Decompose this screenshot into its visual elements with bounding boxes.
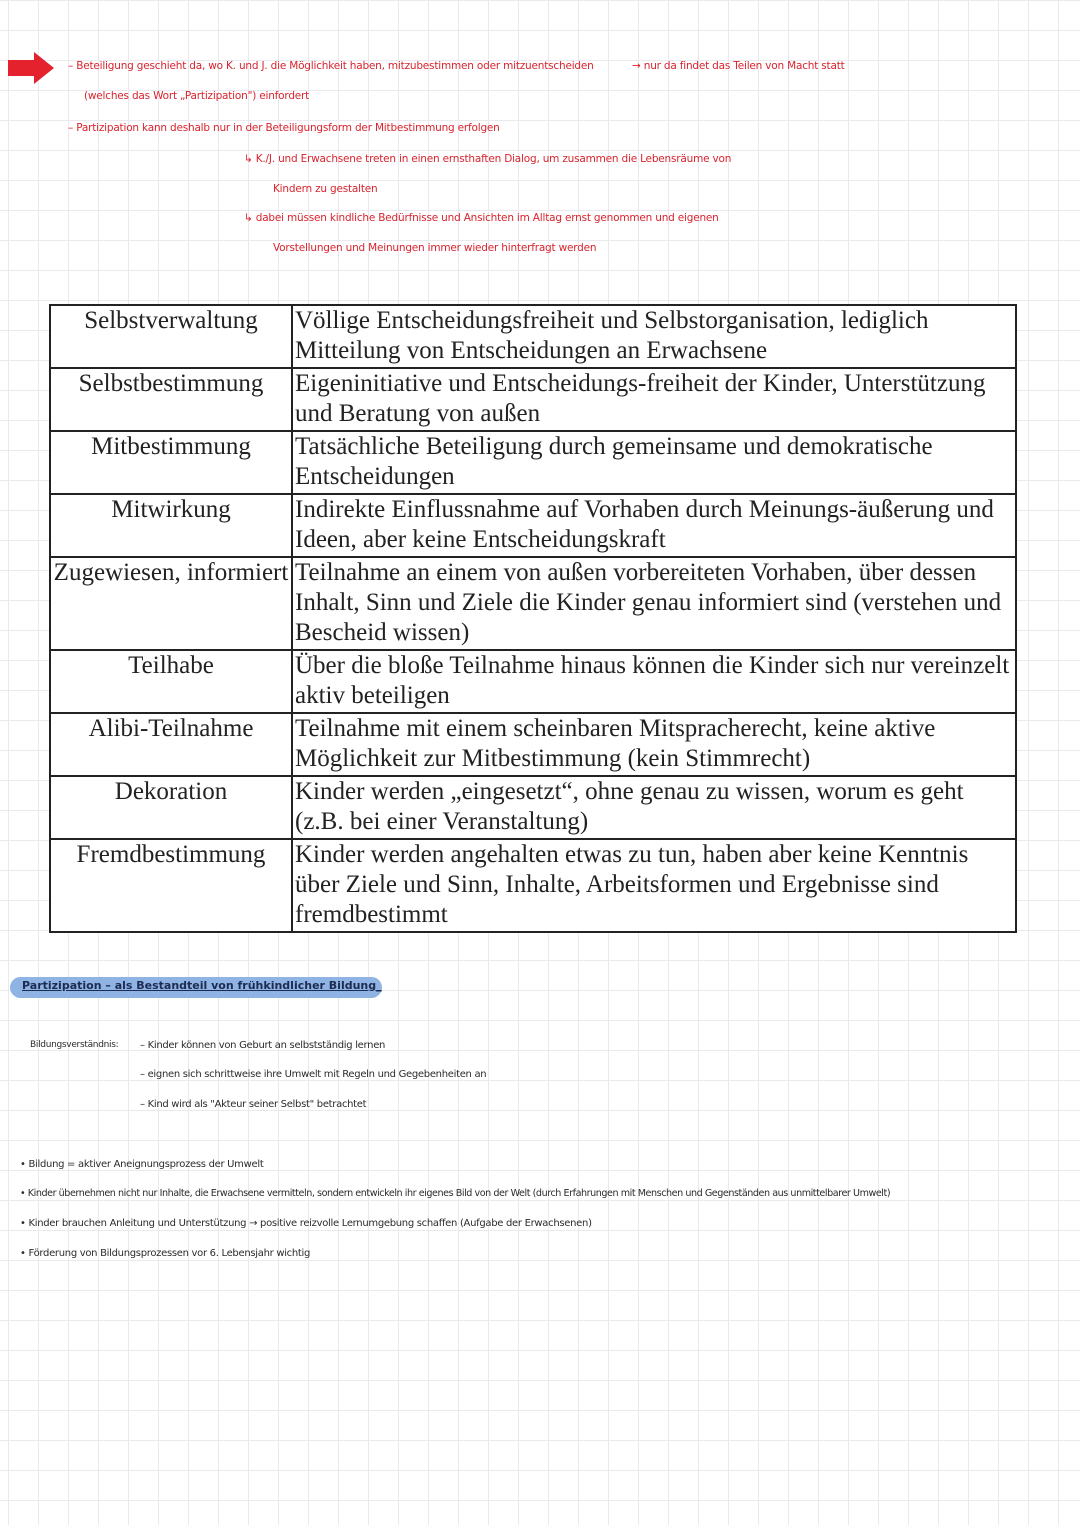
- level-term: Alibi-Teilnahme: [50, 713, 292, 776]
- table-row: [50, 431, 1016, 494]
- table-row: [50, 494, 1016, 557]
- participation-levels-table: [49, 304, 1017, 933]
- bildung-item-3: – Kind wird als "Akteur seiner Selbst" betrachtet: [140, 1099, 367, 1110]
- note-needs: ↳ dabei müssen kindliche Bedürfnisse und Ansichten im Alltag ernst genommen und eigenen: [244, 212, 719, 224]
- note-power-sharing: → nur da findet das Teilen von Macht statt: [632, 60, 845, 72]
- level-description: Teilnahme an einem von außen vorbereiteten Vorhaben, über dessen Inhalt, Sinn und Ziele die Kinder genau informiert sind (verstehen und Bescheid wissen): [292, 557, 1016, 650]
- table-row: [50, 368, 1016, 431]
- table-row: [50, 557, 1016, 650]
- note-needs-cont: Vorstellungen und Meinungen immer wieder hinterfragt werden: [273, 242, 597, 254]
- arrow-right-icon: [8, 52, 54, 84]
- level-description: Über die bloße Teilnahme hinaus können die Kinder sich nur vereinzelt aktiv beteiligen: [292, 650, 1016, 713]
- note-dialog: ↳ K./J. und Erwachsene treten in einen ernsthaften Dialog, um zusammen die Lebensräume von: [244, 153, 732, 165]
- level-term: Teilhabe: [50, 650, 292, 713]
- level-term: Mitwirkung: [50, 494, 292, 557]
- level-description: Tatsächliche Beteiligung durch gemeinsame und demokratische Entscheidungen: [292, 431, 1016, 494]
- bildung-item-1: – Kinder können von Geburt an selbstständig lernen: [140, 1040, 386, 1051]
- note-mitbestimmung: – Partizipation kann deshalb nur in der Beteiligungsform der Mitbestimmung erfolgen: [68, 122, 500, 134]
- table-row: [50, 776, 1016, 839]
- note-participation-word: (welches das Wort „Partizipation") einfordert: [84, 90, 310, 102]
- bildung-label: Bildungsverständnis:: [30, 1040, 119, 1050]
- table-row: [50, 305, 1016, 368]
- list-item: • Kinder übernehmen nicht nur Inhalte, die Erwachsene vermitteln, sondern entwickeln ihr eigenes Bild von der Welt (durch Erfahrungen mit Menschen und Gegenständen aus unmittelbarer Umwelt): [20, 1188, 891, 1199]
- list-item: • Förderung von Bildungsprozessen vor 6. Lebensjahr wichtig: [20, 1248, 311, 1259]
- level-term: Mitbestimmung: [50, 431, 292, 494]
- level-description: Teilnahme mit einem scheinbaren Mitspracherecht, keine aktive Möglichkeit zur Mitbestimmung (kein Stimmrecht): [292, 713, 1016, 776]
- level-description: Völlige Entscheidungsfreiheit und Selbstorganisation, lediglich Mitteilung von Entscheidungen an Erwachsene: [292, 305, 1016, 368]
- level-term: Selbstbestimmung: [50, 368, 292, 431]
- level-description: Kinder werden „eingesetzt“, ohne genau zu wissen, worum es geht (z.B. bei einer Veranstaltung): [292, 776, 1016, 839]
- list-item: • Kinder brauchen Anleitung und Unterstützung → positive reizvolle Lernumgebung schaffen (Aufgabe der Erwachsenen): [20, 1218, 592, 1229]
- level-description: Kinder werden angehalten etwas zu tun, haben aber keine Kenntnis über Ziele und Sinn, Inhalte, Arbeitsformen und Ergebnisse sind fremdbestimmt: [292, 839, 1016, 932]
- bildung-item-2: – eignen sich schrittweise ihre Umwelt mit Regeln und Gegebenheiten an: [140, 1069, 487, 1080]
- table-row: [50, 650, 1016, 713]
- level-term: Selbstverwaltung: [50, 305, 292, 368]
- list-item: • Bildung = aktiver Aneignungsprozess der Umwelt: [20, 1159, 264, 1170]
- table-row: [50, 713, 1016, 776]
- level-term: Fremdbestimmung: [50, 839, 292, 932]
- level-term: Dekoration: [50, 776, 292, 839]
- level-description: Indirekte Einflussnahme auf Vorhaben durch Meinungs-äußerung und Ideen, aber keine Entscheidungskraft: [292, 494, 1016, 557]
- level-description: Eigeninitiative und Entscheidungs-freiheit der Kinder, Unterstützung und Beratung von außen: [292, 368, 1016, 431]
- note-dialog-cont: Kindern zu gestalten: [273, 183, 378, 195]
- note-participation-definition: – Beteiligung geschieht da, wo K. und J. die Möglichkeit haben, mitzubestimmen oder mitzuentscheiden: [68, 60, 594, 72]
- section-heading: Partizipation – als Bestandteil von frühkindlicher Bildung_: [22, 979, 382, 992]
- table-row: [50, 839, 1016, 932]
- level-term: Zugewiesen, informiert: [50, 557, 292, 650]
